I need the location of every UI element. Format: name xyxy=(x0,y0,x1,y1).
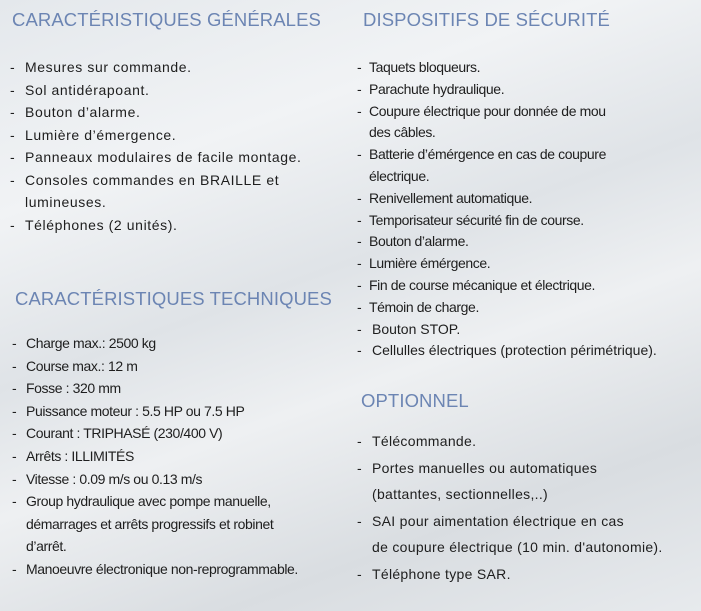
list-item: - Téléphones (2 unités). xyxy=(10,216,178,233)
list-item: - Course max.: 12 m xyxy=(12,357,138,374)
section-title-optionnel: OPTIONNEL xyxy=(361,390,469,411)
list-item: - Manoeuvre électronique non-reprogrammable. xyxy=(12,560,298,577)
list-item: - Bouton STOP. xyxy=(357,320,461,337)
list-item: - Panneaux modulaires de facile montage. xyxy=(10,149,302,165)
section-title-securite: DISPOSITIFS DE SÉCURITÉ xyxy=(363,9,610,30)
list-item: - Temporisateur sécurité fin de course. xyxy=(357,211,584,228)
list-item: - Télécommande. xyxy=(357,433,477,449)
list-item: - Taquets bloqueurs. xyxy=(357,59,481,75)
list-item: - Batterie d’émérgence en cas de coupure électrique. xyxy=(357,146,606,184)
list-item: - Arrêts : ILLIMITÉS xyxy=(12,447,134,464)
list-item: - Group hydraulique avec pompe manuelle, démarrages et arrêts progressifs et robinet d’arrêt. xyxy=(12,493,274,555)
list-item: - Sol antidérapoant. xyxy=(10,81,150,98)
list-item: - Cellulles électriques (protection périmétrique). xyxy=(357,342,657,359)
section-title-techniques: CARACTÉRISTIQUES TECHNIQUES xyxy=(15,288,332,309)
list-optionnel xyxy=(357,428,663,587)
list-securite xyxy=(357,57,657,362)
list-item: - SAI pour aimentation électrique en cas de coupure électrique (10 min. d'autonomie). xyxy=(357,512,663,555)
list-item: - Parachute hydraulique. xyxy=(357,80,505,97)
list-item: - Bouton d’alarme. xyxy=(357,233,469,250)
section-title-generales: CARACTÉRISTIQUES GÉNÉRALES xyxy=(12,9,321,30)
list-item: - Lumière d’émergence. xyxy=(10,126,177,143)
list-item: - Mesures sur commande. xyxy=(10,59,192,75)
list-item: - Bouton d’alarme. xyxy=(10,104,141,120)
list-item: - Témoin de charge. xyxy=(357,298,479,315)
list-item: - Charge max.: 2500 kg xyxy=(12,335,156,351)
list-item: - Renivellement automatique. xyxy=(357,189,533,206)
list-generales xyxy=(10,56,302,236)
list-item: - Consoles commandes en BRAILLE et lumineuses. xyxy=(10,171,280,210)
list-item: - Lumière émérgence. xyxy=(357,255,491,272)
list-item: - Téléphone type SAR. xyxy=(357,565,511,582)
list-item: - Fin de course mécanique et électrique. xyxy=(357,276,596,293)
list-item: - Fosse : 320 mm xyxy=(12,380,121,397)
list-item: - Puissance moteur : 5.5 HP ou 7.5 HP xyxy=(12,402,245,419)
list-techniques xyxy=(12,332,298,581)
list-item: - Coupure électrique pour donnée de mou des câbles. xyxy=(357,102,606,141)
list-item: - Portes manuelles ou automatiques (battantes, sectionnelles,..) xyxy=(357,459,598,502)
list-item: - Courant : TRIPHASÉ (230/400 V) xyxy=(12,425,223,442)
list-item: - Vitesse : 0.09 m/s ou 0.13 m/s xyxy=(12,470,203,487)
